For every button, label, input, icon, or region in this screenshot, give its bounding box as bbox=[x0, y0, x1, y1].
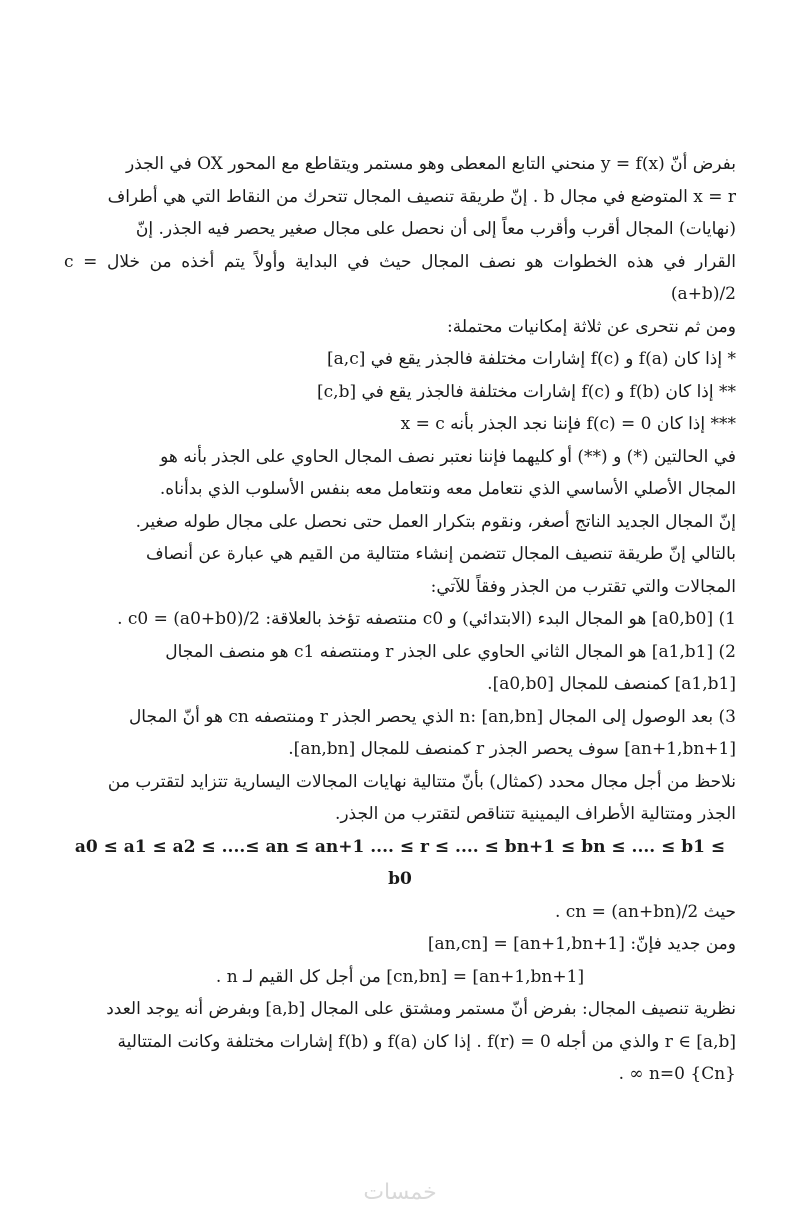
list-item-case-3: *** إذا كان f(c) = 0 فإننا نجد الجذر بأنه x = c bbox=[400, 414, 736, 434]
text-line: ومن ثم نتحرى عن ثلاثة إمكانيات محتملة: bbox=[447, 316, 736, 337]
text-line: نلاحظ من أجل مجال محدد (كمثال) بأنّ متتالية نهايات المجالات اليسارية تتزايد لتقترب من bbox=[107, 771, 736, 792]
step-3-cont: [an+1,bn+1] سوف يحصر الجذر r كمنصف للمجال [an,bn]. bbox=[288, 739, 736, 759]
text-line: الجذر ومتتالية الأطراف اليمينية تتناقص لتقترب من الجذر. bbox=[334, 804, 736, 824]
text-line: إنّ المجال الجديد الناتج أصغر، ونقوم بتكرار العمل حتى نحصل على مجال طوله صغير. bbox=[135, 511, 736, 532]
interval-update-2: [an+1,bn+1] = [cn,bn] من أجل كل القيم لـ n . bbox=[215, 966, 585, 987]
text-line: القرار في هذه الخطوات هو نصف المجال حيث في البداية وأولاً يتم أخذه من خلال c = (a+b)/2 bbox=[64, 251, 736, 304]
list-item-case-1: * إذا كان f(a) و f(c) إشارات مختلفة فالجذر يقع في [a,c] bbox=[327, 349, 736, 369]
text-line: في الحالتين (*) و (**) أو كليهما فإننا نعتبر نصف المجال الحاوي على الجذر بأنه هو bbox=[160, 446, 736, 467]
inequality-chain: a0 ≤ a1 ≤ a2 ≤ ....≤ an ≤ an+1 .... ≤ r ≤ .... ≤ bn+1 ≤ bn ≤ .... ≤ b1 ≤ b0 bbox=[74, 836, 726, 889]
step-2-cont: [a1,b1] كمنصف للمجال [a0,b0]. bbox=[487, 674, 736, 694]
theorem-line: نظرية تنصيف المجال: بفرض أنّ مستمر ومشتق على المجال [a,b] وبفرض أنه يوجد العدد bbox=[106, 999, 736, 1019]
text-line: (نهايات) المجال أقرب وأقرب معاً إلى أن نحصل على مجال صغير يحصر فيه الجذر. إنّ bbox=[135, 219, 736, 239]
document-body bbox=[64, 148, 736, 1091]
list-item-case-2: ** إذا كان f(b) و f(c) إشارات مختلفة فالجذر يقع في [c,b] bbox=[317, 381, 736, 402]
theorem-line: r ∈ [a,b] والذي من أجله f(r) = 0 . إذا كان f(a) و f(b) إشارات مختلفة وكانت المتتالية bbox=[117, 1031, 736, 1052]
watermark-logo: خمسات bbox=[363, 1180, 437, 1205]
step-2: 2) [a1,b1] هو المجال الثاني الحاوي على الجذر r ومنتصفه c1 هو منصف المجال bbox=[165, 641, 736, 662]
midpoint-formula: حيث cn = (an+bn)/2 . bbox=[554, 901, 736, 922]
text-line: بفرض أنّ y = f(x) منحني التابع المعطى وهو مستمر ويتقاطع مع المحور OX في الجذر bbox=[126, 154, 736, 174]
interval-update-1: ومن جديد فإنّ: [an+1,bn+1] = [an,cn] bbox=[427, 934, 736, 954]
text-line: بالتالي إنّ طريقة تنصيف المجال تتضمن إنشاء متتالية من القيم هي عبارة عن أنصاف bbox=[145, 544, 736, 564]
text-line: المجال الأصلي الأساسي الذي نتعامل معه ونتعامل معه بنفس الأسلوب الذي بدأناه. bbox=[159, 479, 736, 499]
text-line: المجالات والتي تقترب من الجذر وفقاً للآتي: bbox=[430, 576, 736, 597]
step-1: 1) [a0,b0] هو المجال البدء (الابتدائي) و c0 منتصفه تؤخذ بالعلاقة: c0 = (a0+b0)/2 . bbox=[117, 609, 736, 629]
text-line: x = r المتوضع في مجال b . إنّ طريقة تنصيف المجال تتحرك من النقاط التي هي أطراف bbox=[107, 186, 736, 207]
step-3: 3) بعد الوصول إلى المجال n: [an,bn] الذي يحصر الجذر r ومنتصفه cn هو أنّ المجال bbox=[128, 706, 736, 727]
theorem-line: {Cn} n=0 ∞ . bbox=[618, 1064, 736, 1084]
